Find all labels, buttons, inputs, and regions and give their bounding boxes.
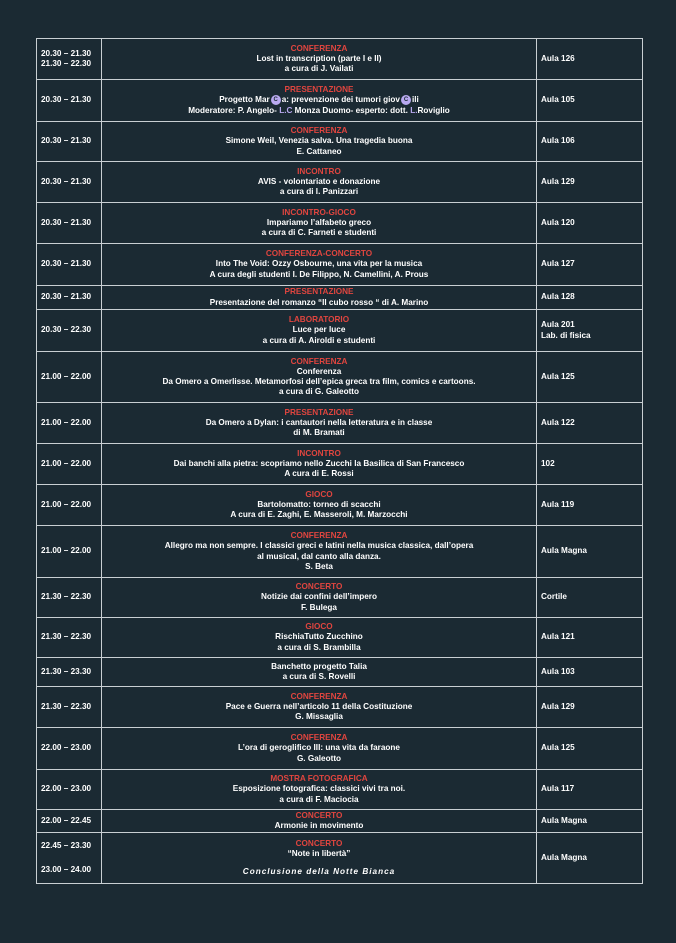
table-row (37, 122, 643, 162)
time-cell (37, 444, 102, 485)
event-line: F. Bulega (301, 602, 337, 612)
table-row (37, 687, 643, 728)
table-row (37, 658, 643, 687)
event-cell (102, 203, 537, 244)
time-cell (37, 244, 102, 286)
time-cell (37, 310, 102, 352)
room-cell (537, 687, 643, 728)
table-row (37, 286, 643, 310)
room-cell (537, 352, 643, 403)
event-category: PRESENTAZIONE (284, 287, 354, 297)
time-value: 22.00 – 23.00 (41, 743, 92, 753)
event-category: MOSTRA FOTOGRAFICA (270, 774, 368, 784)
room-value: 102 (541, 458, 555, 468)
table-row (37, 403, 643, 444)
event-cell (102, 578, 537, 618)
time-value: 20.30 – 21.30 (41, 217, 92, 227)
event-category: CONFERENZA (290, 43, 348, 53)
event-category: CONFERENZA (290, 691, 348, 701)
room-value: Aula 125 (541, 743, 575, 753)
time-cell (37, 286, 102, 310)
time-value: 21.30 – 22.30 (41, 701, 92, 711)
event-line: Simone Weil, Venezia salva. Una tragedia buona (225, 136, 413, 146)
event-line: Da Omero a Omerlisse. Metamorfosi dell’epica greca tra film, comics e cartoons. (162, 377, 476, 386)
event-line: RischiaTutto Zucchino (275, 632, 363, 642)
event-cell (102, 728, 537, 770)
room-value: Aula 117 (541, 784, 575, 794)
event-cell (102, 286, 537, 310)
event-line: a cura di F. Maciocia (279, 794, 359, 804)
room-value: Lab. di fisica (541, 330, 591, 340)
table-row (37, 203, 643, 244)
event-cell (102, 80, 537, 122)
event-line: E. Cattaneo (296, 146, 342, 156)
event-category: CONCERTO (295, 838, 343, 848)
room-value: Aula 121 (541, 632, 575, 642)
event-category: CONFERENZA (290, 531, 348, 541)
event-line: a cura di S. Rovelli (282, 672, 356, 681)
event-line: G. Missaglia (295, 712, 343, 722)
event-line: a cura di C. Farneti e studenti (261, 228, 377, 238)
room-value: Aula Magna (541, 852, 587, 862)
schedule-body (37, 39, 643, 884)
room-cell (537, 658, 643, 687)
room-value: Aula 201 (541, 320, 575, 330)
time-value: 20.30 – 21.30 (41, 48, 92, 58)
room-value: Aula 120 (541, 217, 575, 227)
time-value: 21.30 – 22.30 (41, 59, 92, 68)
time-value: 22.45 – 23.30 (41, 840, 92, 850)
room-cell (537, 403, 643, 444)
room-value: Aula Magna (541, 815, 587, 825)
event-line: Progetto Mar C a: prevenzione dei tumori giov C ili (219, 95, 419, 105)
room-cell (537, 728, 643, 770)
time-cell (37, 352, 102, 403)
event-line: AVIS - volontariato e donazione (257, 176, 381, 186)
table-row (37, 578, 643, 618)
room-cell (537, 80, 643, 122)
event-category: CONFERENZA (290, 356, 348, 366)
event-line: a cura di S. Brambilla (277, 642, 361, 652)
event-line: A cura degli studenti I. De Filippo, N. Camellini, A. Prous (209, 269, 429, 279)
event-cell (102, 687, 537, 728)
room-cell (537, 444, 643, 485)
event-line: Dai banchi alla pietra: scopriamo nello Zucchi la Basilica di San Francesco (173, 458, 465, 468)
room-cell (537, 203, 643, 244)
room-value: Aula 119 (541, 499, 575, 509)
room-cell (537, 770, 643, 810)
time-cell (37, 810, 102, 833)
event-cell (102, 618, 537, 658)
event-category: GIOCO (305, 622, 333, 632)
event-category: INCONTRO (297, 448, 341, 458)
room-value: Aula 125 (541, 371, 575, 381)
room-cell (537, 485, 643, 526)
event-cell (102, 310, 537, 352)
time-value: 21.00 – 22.00 (41, 371, 92, 381)
event-category: PRESENTAZIONE (284, 407, 354, 417)
event-category: CONCERTO (295, 582, 343, 592)
time-value: 22.00 – 23.00 (41, 784, 92, 794)
event-cell (102, 39, 537, 80)
time-cell (37, 39, 102, 80)
event-category: GIOCO (305, 489, 333, 499)
event-line: G. Galeotto (296, 753, 342, 763)
event-line: “Note in libertà” (287, 848, 351, 858)
table-row (37, 162, 643, 203)
event-cell (102, 244, 537, 286)
time-cell (37, 728, 102, 770)
time-value: 20.30 – 22.30 (41, 325, 92, 335)
time-cell (37, 578, 102, 618)
event-cell (102, 352, 537, 403)
room-value: Cortile (541, 592, 567, 602)
event-line: Allegro ma non sempre. I classici greci e latini nella musica classica, dall’opera (164, 541, 474, 551)
table-row (37, 810, 643, 833)
table-row (37, 352, 643, 403)
room-cell (537, 244, 643, 286)
event-line: Pace e Guerra nell’articolo 11 della Costituzione (225, 701, 413, 711)
room-value: Aula 129 (541, 701, 575, 711)
event-category: CONFERENZA-CONCERTO (265, 249, 373, 259)
event-line: al musical, dal canto alla danza. (257, 551, 381, 561)
event-line: Conferenza (296, 366, 342, 376)
event-cell (102, 485, 537, 526)
room-value: Aula 126 (541, 53, 575, 63)
time-value: 22.00 – 22.45 (41, 815, 92, 825)
closing-note: Conclusione della Notte Bianca (242, 867, 396, 877)
room-value: Aula 128 (541, 292, 575, 302)
event-category: CONFERENZA (290, 733, 348, 743)
event-line: a cura di G. Galeotto (278, 387, 360, 397)
time-value: 20.30 – 21.30 (41, 176, 92, 186)
event-line: Moderatore: P. Angelo- L.C Monza Duomo- esperto: dott. L.Roviglio (188, 105, 450, 115)
event-line: Da Omero a Dylan: i cantautori nella letteratura e in classe (205, 417, 433, 427)
room-cell (537, 810, 643, 833)
room-cell (537, 39, 643, 80)
event-cell (102, 810, 537, 833)
event-line: Impariamo l’alfabeto greco (266, 217, 372, 227)
time-cell (37, 833, 102, 884)
room-value: Aula 105 (541, 95, 575, 105)
highlight-text: L.C (279, 105, 293, 115)
room-value: Aula 103 (541, 666, 575, 676)
event-line: A cura di E. Rossi (284, 469, 354, 479)
time-value: 21.30 – 22.30 (41, 632, 92, 642)
event-line: L’ora di geroglifico III: una vita da faraone (238, 743, 400, 753)
table-row (37, 526, 643, 578)
room-cell (537, 286, 643, 310)
time-value: 20.30 – 21.30 (41, 95, 92, 105)
event-line: Armonie in movimento (274, 821, 364, 830)
time-cell (37, 162, 102, 203)
table-row (37, 39, 643, 80)
time-value: 21.00 – 22.00 (41, 458, 92, 468)
time-cell (37, 403, 102, 444)
table-row (37, 833, 643, 884)
event-category: INCONTRO-GIOCO (282, 207, 356, 217)
badge-icon: C (401, 95, 411, 105)
room-value: Aula 106 (541, 136, 575, 146)
event-category: CONCERTO (295, 810, 343, 820)
time-value: 20.30 – 21.30 (41, 259, 92, 269)
event-line: Luce per luce (292, 325, 346, 335)
table-row (37, 244, 643, 286)
event-category: CONFERENZA (290, 126, 348, 136)
badge-icon: C (271, 95, 281, 105)
table-row (37, 770, 643, 810)
table-row (37, 80, 643, 122)
time-value: 21.30 – 22.30 (41, 592, 92, 602)
event-cell (102, 122, 537, 162)
time-cell (37, 485, 102, 526)
event-line: Into The Void: Ozzy Osbourne, una vita per la musica (215, 259, 423, 269)
room-cell (537, 526, 643, 578)
event-cell (102, 526, 537, 578)
time-value: 21.00 – 22.00 (41, 546, 92, 556)
room-value: Aula 127 (541, 259, 575, 269)
event-line: a cura di I. Panizzari (279, 187, 359, 197)
time-cell (37, 80, 102, 122)
time-cell (37, 618, 102, 658)
event-cell (102, 162, 537, 203)
room-cell (537, 122, 643, 162)
event-cell (102, 658, 537, 687)
time-cell (37, 687, 102, 728)
schedule-table (36, 38, 643, 884)
table-row (37, 444, 643, 485)
event-cell (102, 770, 537, 810)
room-cell (537, 162, 643, 203)
room-cell (537, 310, 643, 352)
table-row (37, 618, 643, 658)
event-cell (102, 403, 537, 444)
table-row (37, 728, 643, 770)
time-cell (37, 770, 102, 810)
table-row (37, 310, 643, 352)
event-line: a cura di J. Vailati (284, 64, 354, 74)
room-cell (537, 578, 643, 618)
room-cell (537, 833, 643, 884)
time-value: 23.00 – 24.00 (41, 865, 92, 874)
event-category: INCONTRO (297, 166, 341, 176)
time-cell (37, 526, 102, 578)
highlight-text: L. (410, 105, 418, 115)
time-cell (37, 658, 102, 687)
time-cell (37, 122, 102, 162)
room-cell (537, 618, 643, 658)
event-line: Presentazione del romanzo “Il cubo rosso “ di A. Marino (209, 297, 429, 307)
event-line: Banchetto progetto Talia (271, 661, 367, 671)
event-line: S. Beta (305, 561, 333, 571)
event-line: Bartolomatto: torneo di scacchi (257, 499, 381, 509)
time-value: 21.00 – 22.00 (41, 417, 92, 427)
event-category: PRESENTAZIONE (284, 85, 354, 95)
room-value: Aula 129 (541, 176, 575, 186)
time-value: 20.30 – 21.30 (41, 136, 92, 146)
time-gap (41, 851, 97, 865)
event-line: Esposizione fotografica: classici vivi tra noi. (232, 784, 406, 794)
room-value: Aula 122 (541, 417, 575, 427)
time-cell (37, 203, 102, 244)
event-category: LABORATORIO (288, 315, 350, 325)
room-value: Aula Magna (541, 546, 587, 556)
event-cell (102, 833, 537, 884)
event-line: Lost in transcription (parte I e II) (256, 53, 382, 63)
time-value: 20.30 – 21.30 (41, 292, 92, 302)
event-line: A cura di E. Zaghi, E. Masseroli, M. Marzocchi (230, 510, 408, 520)
time-value: 21.30 – 23.30 (41, 666, 92, 676)
event-line: di M. Bramati (293, 428, 345, 438)
event-cell (102, 444, 537, 485)
event-line: a cura di A. Airoldi e studenti (262, 335, 376, 345)
table-row (37, 485, 643, 526)
event-line: Notizie dai confini dell’impero (260, 592, 377, 602)
time-value: 21.00 – 22.00 (41, 499, 92, 509)
